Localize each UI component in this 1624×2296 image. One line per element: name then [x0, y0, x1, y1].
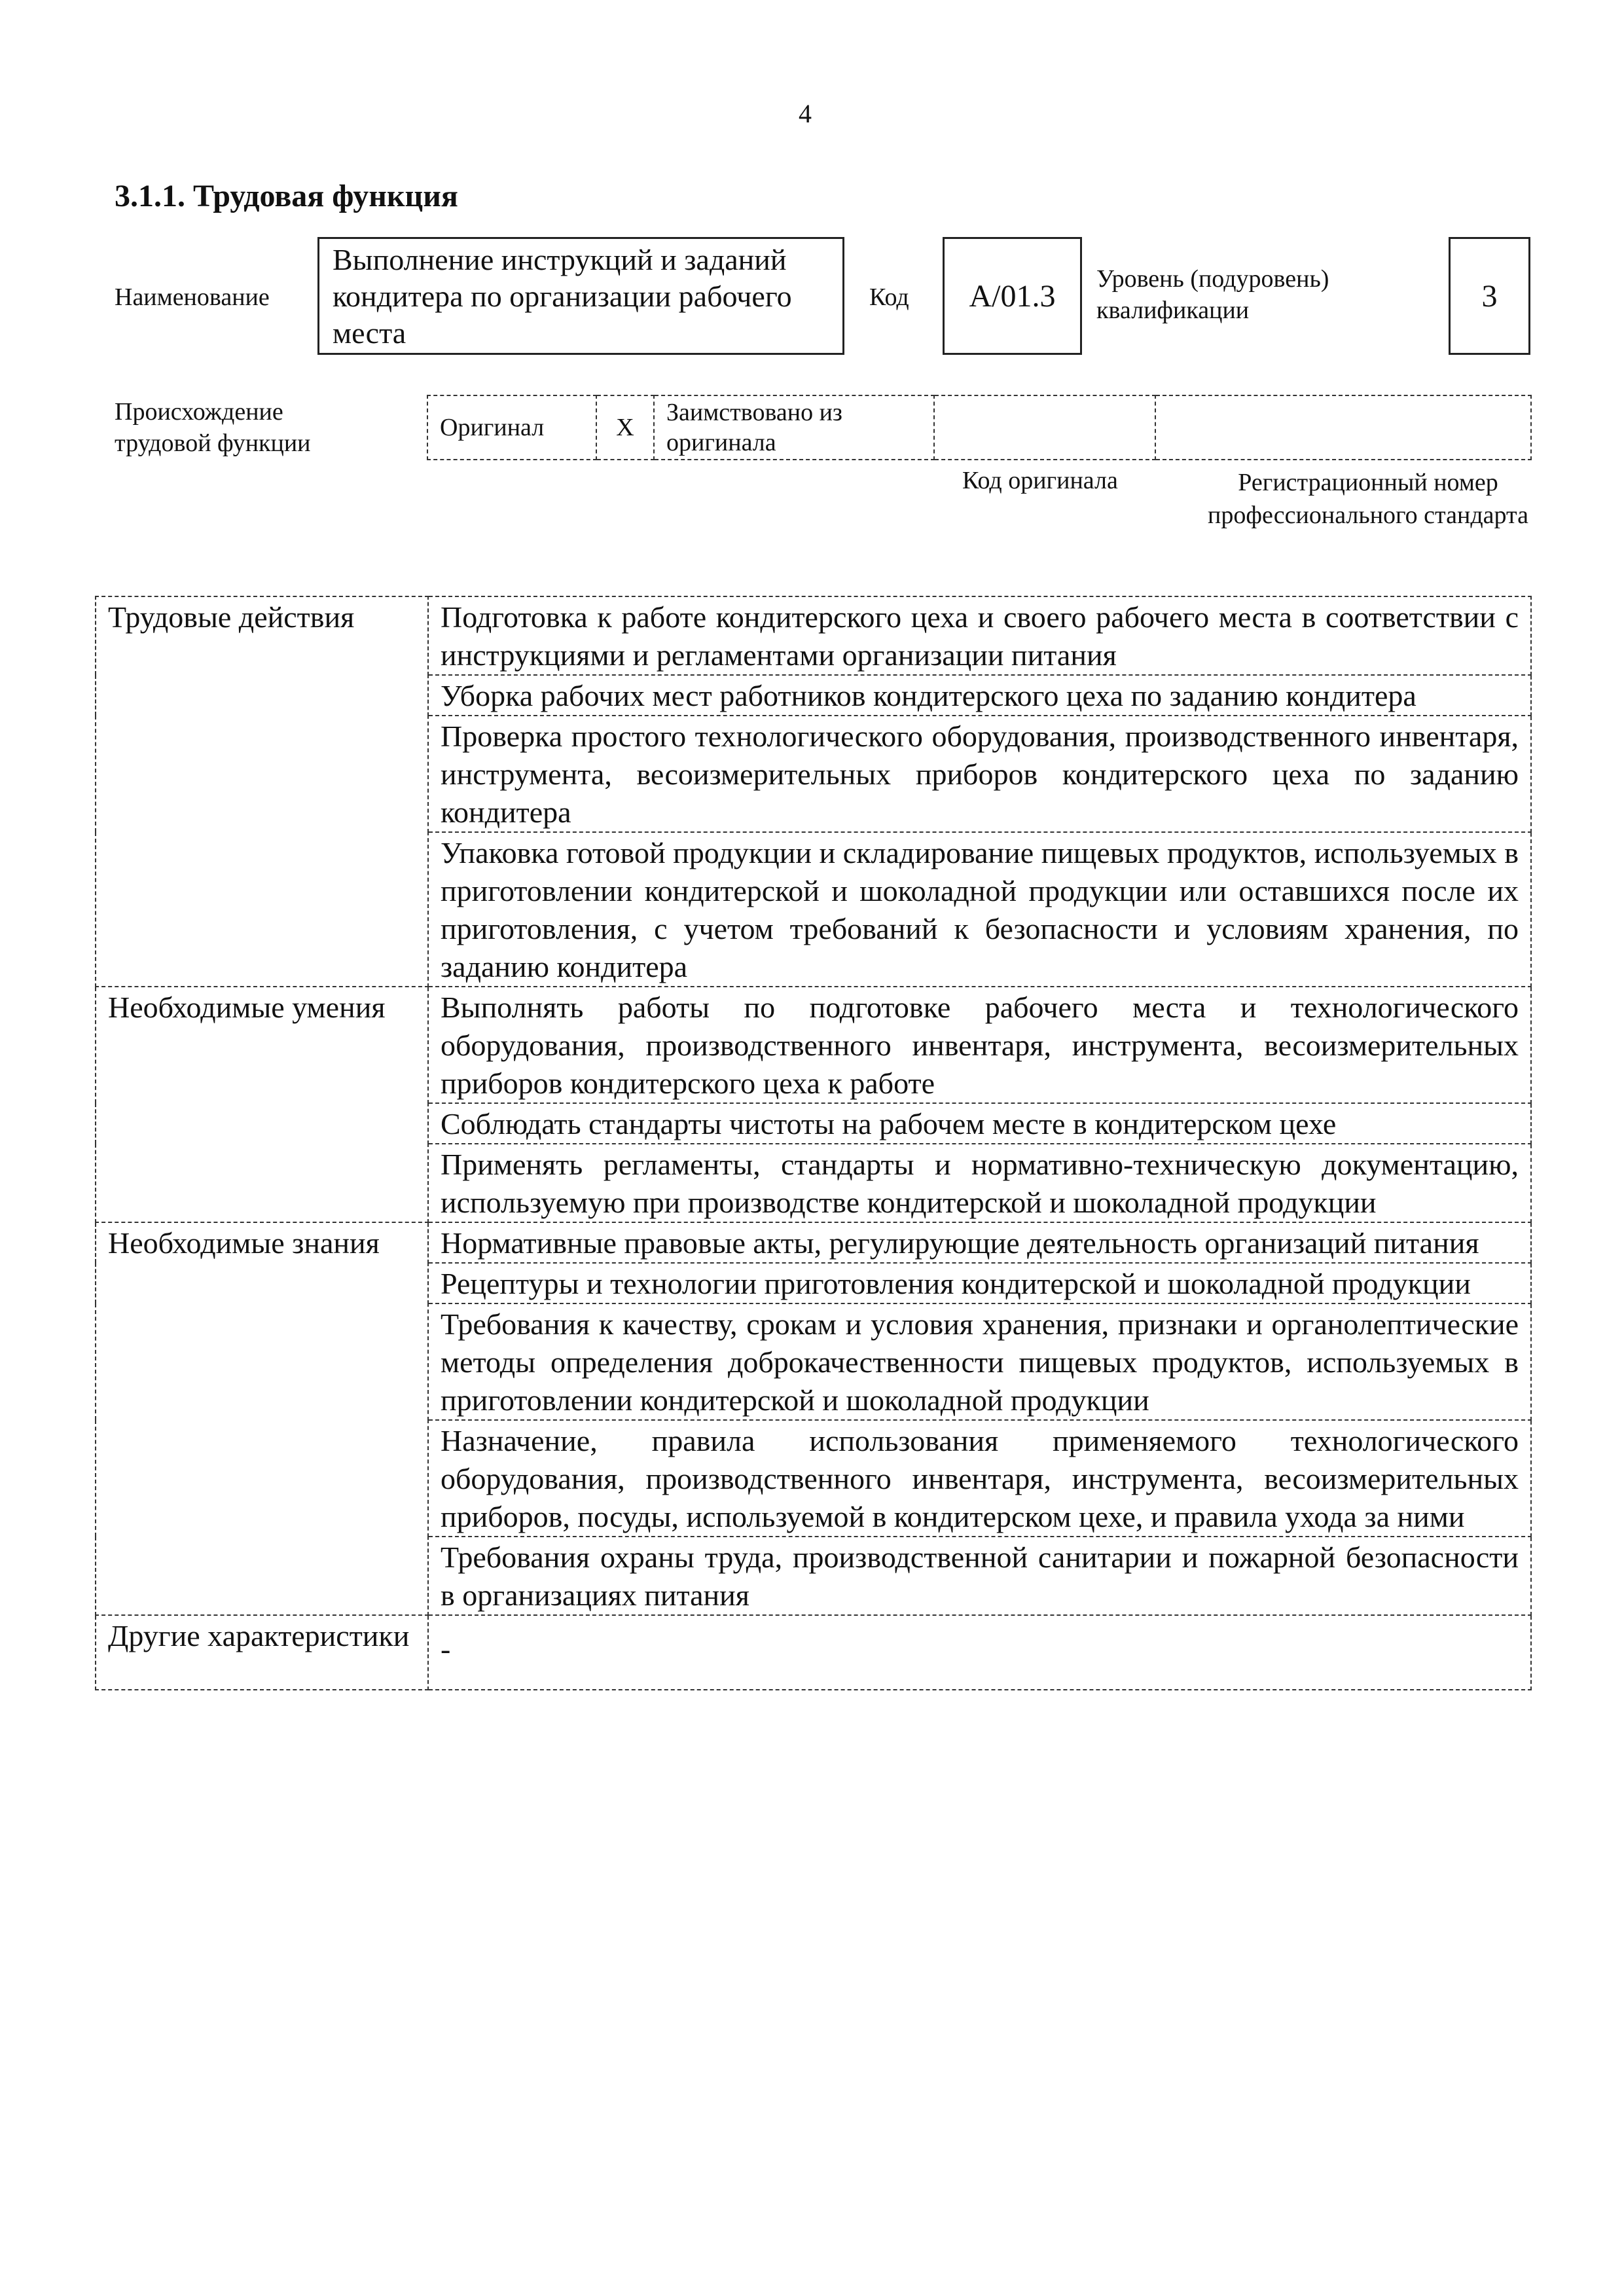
original-label: Оригинал: [427, 395, 596, 460]
table-cell: Требования охраны труда, производственной санитарии и пожарной безопасности в организациях питания: [428, 1537, 1531, 1615]
table-cell: -: [428, 1615, 1531, 1690]
table-cell: Рецептуры и технологии приготовления кондитерской и шоколадной продукции: [428, 1263, 1531, 1303]
code-original-caption: Код оригинала: [962, 467, 1118, 494]
code-label: Код: [869, 283, 909, 311]
origin-table: [427, 395, 1532, 460]
table-cell: Подготовка к работе кондитерского цеха и своего рабочего места в соответствии с инструкциями и регламентами организации питания: [428, 596, 1531, 675]
origin-label: Происхождение трудовой функции: [115, 398, 311, 457]
section-title: Трудовые действия: [96, 596, 428, 987]
name-value: Выполнение инструкций и заданий кондитера по организации рабочего места: [317, 237, 844, 355]
table-cell: Нормативные правовые акты, регулирующие деятельность организаций питания: [428, 1222, 1531, 1263]
table-cell: Назначение, правила использования применяемого технологического оборудования, производственного инвентаря, инструмента, весоизмерительных приборов, посуды, используемой в кондитерском цехе, и правила ухода за ними: [428, 1420, 1531, 1537]
table-row: [96, 1615, 1531, 1690]
section-title: Необходимые знания: [96, 1222, 428, 1615]
table-row: [96, 987, 1531, 1103]
level-value: 3: [1449, 237, 1530, 355]
borrowed-label: Заимствовано из оригинала: [654, 395, 934, 460]
table-cell: Выполнять работы по подготовке рабочего места и технологического оборудования, производственного инвентаря, инструмента, весоизмерительных приборов кондитерского цеха к работе: [428, 987, 1531, 1103]
table-cell: Упаковка готовой продукции и складирование пищевых продуктов, используемых в приготовлении кондитерской и шоколадной продукции или оставшихся после их приготовления, с учетом требований к безопасности и условиям хранения, по заданию кондитера: [428, 832, 1531, 987]
table-cell: Соблюдать стандарты чистоты на рабочем месте в кондитерском цехе: [428, 1103, 1531, 1144]
section-title: Другие характеристики: [96, 1615, 428, 1690]
original-mark: X: [596, 395, 654, 460]
page-number: 4: [799, 99, 812, 128]
code-original-cell: [934, 395, 1155, 460]
main-table: [95, 596, 1532, 1690]
table-cell: Проверка простого технологического оборудования, производственного инвентаря, инструмента, весоизмерительных приборов кондитерского цеха по заданию кондитера: [428, 716, 1531, 832]
section-heading: 3.1.1. Трудовая функция: [115, 179, 458, 213]
level-label: Уровень (подуровень) квалификации: [1096, 265, 1329, 324]
table-cell: Уборка рабочих мест работников кондитерского цеха по заданию кондитера: [428, 675, 1531, 716]
reg-number-cell: [1155, 395, 1531, 460]
name-label: Наименование: [115, 283, 270, 311]
table-cell: Требования к качеству, срокам и условия хранения, признаки и органолептические методы определения доброкачественности пищевых продуктов, используемых в приготовлении кондитерской и шоколадной продукции: [428, 1303, 1531, 1420]
reg-number-caption: Регистрационный номер профессионального стандарта: [1208, 469, 1528, 529]
table-row: [96, 596, 1531, 675]
section-title: Необходимые умения: [96, 987, 428, 1222]
code-value: А/01.3: [943, 237, 1082, 355]
table-cell: Применять регламенты, стандарты и нормативно-техническую документацию, используемую при производстве кондитерской и шоколадной продукции: [428, 1144, 1531, 1222]
table-row: [96, 1222, 1531, 1263]
